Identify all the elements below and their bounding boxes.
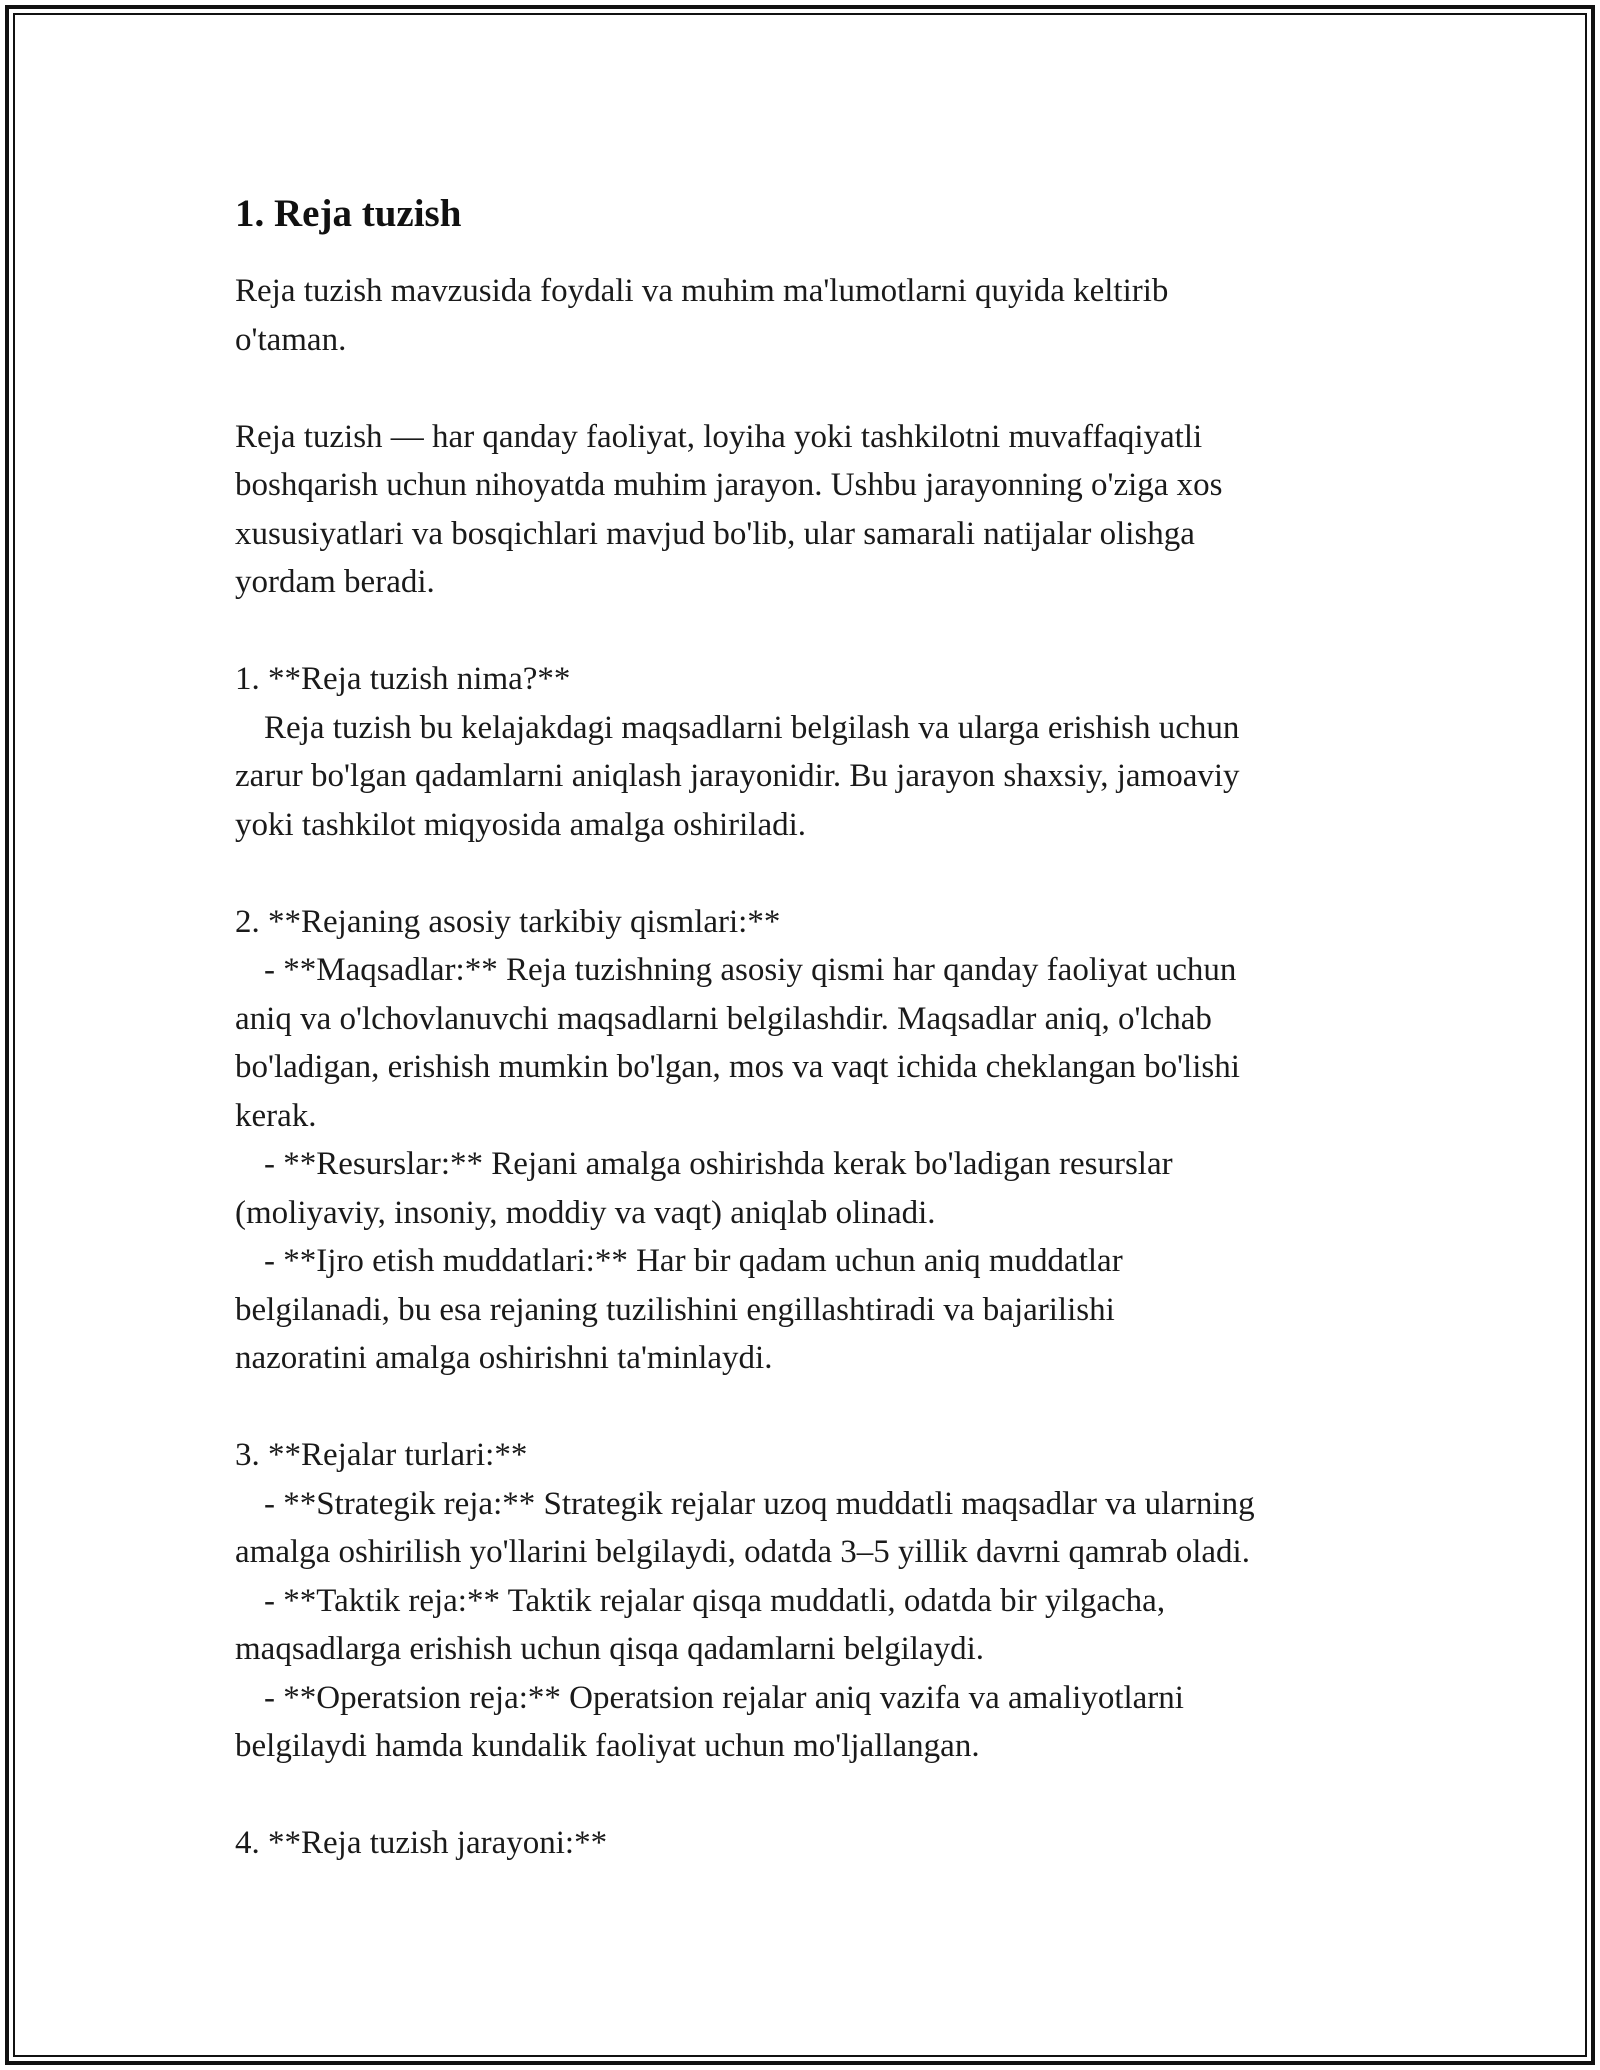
text-line: nazoratini amalga oshirishni ta'minlaydi. xyxy=(235,1340,773,1376)
list-heading: 3. **Rejalar turlari:** xyxy=(235,1437,528,1473)
document-body xyxy=(235,190,1375,1916)
paragraph-section-4 xyxy=(235,1819,1375,1868)
text-line: belgilaydi hamda kundalik faoliyat uchun mo'ljallangan. xyxy=(235,1728,980,1764)
text-line: aniq va o'lchovlanuvchi maqsadlarni belgilashdir. Maqsadlar aniq, o'lchab xyxy=(235,1000,1212,1037)
text-line: maqsadlarga erishish uchun qisqa qadamlarni belgilaydi. xyxy=(235,1631,985,1667)
text-line: Reja tuzish — har qanday faoliyat, loyiha yoki tashkilotni muvaffaqiyatli xyxy=(235,418,1203,455)
list-item xyxy=(235,1674,1375,1723)
list-item-text: - **Operatsion reja:** Operatsion rejalar aniq vazifa va amaliyotlarni xyxy=(264,1679,1184,1716)
list-heading: 2. **Rejaning asosiy tarkibiy qismlari:** xyxy=(235,903,781,940)
text-line: (moliyaviy, insoniy, moddiy va vaqt) aniqlab olinadi. xyxy=(235,1194,936,1231)
list-heading: 1. **Reja tuzish nima?** xyxy=(235,661,571,697)
list-item xyxy=(235,1237,1375,1286)
text-line: kerak. xyxy=(235,1097,317,1134)
document-text xyxy=(235,267,1375,1868)
list-item-text: - **Strategik reja:** Strategik rejalar uzoq muddatli maqsadlar va ularning xyxy=(264,1485,1255,1522)
paragraph-section-2 xyxy=(235,898,1375,1383)
text-line: yordam beradi. xyxy=(235,564,435,600)
list-item xyxy=(235,1480,1375,1529)
paragraph-intro xyxy=(235,267,1375,364)
text-line: belgilanadi, bu esa rejaning tuzilishini engillashtiradi va bajarilishi xyxy=(235,1291,1115,1328)
list-item xyxy=(235,946,1375,995)
list-item-text: - **Resurslar:** Rejani amalga oshirishda kerak bo'ladigan resurslar xyxy=(264,1146,1173,1182)
text-line: amalga oshirilish yo'llarini belgilaydi, odatda 3–5 yillik davrni qamrab oladi. xyxy=(235,1534,1250,1570)
text-line: xususiyatlari va bosqichlari mavjud bo'lib, ular samarali natijalar olishga xyxy=(235,515,1195,552)
paragraph-section-3 xyxy=(235,1431,1375,1771)
text-line xyxy=(235,704,1375,753)
list-item-text: - **Taktik reja:** Taktik rejalar qisqa muddatli, odatda bir yilgacha, xyxy=(264,1582,1166,1619)
text-line: yoki tashkilot miqyosida amalga oshiriladi. xyxy=(235,806,807,843)
text-line: boshqarish uchun nihoyatda muhim jarayon. Ushbu jarayonning o'ziga xos xyxy=(235,467,1223,503)
list-item xyxy=(235,1140,1375,1189)
list-item-text: - **Ijro etish muddatlari:** Har bir qadam uchun aniq muddatlar xyxy=(264,1243,1123,1279)
text-line: zarur bo'lgan qadamlarni aniqlash jarayonidir. Bu jarayon shaxsiy, jamoaviy xyxy=(235,758,1240,794)
text-line: o'taman. xyxy=(235,321,347,358)
text-line: bo'ladigan, erishish mumkin bo'lgan, mos va vaqt ichida cheklangan bo'lishi xyxy=(235,1049,1240,1085)
text-line: Reja tuzish mavzusida foydali va muhim ma'lumotlarni quyida keltirib xyxy=(235,273,1169,309)
list-item xyxy=(235,1577,1375,1626)
paragraph-section-1 xyxy=(235,655,1375,849)
text-line-content: Reja tuzish bu kelajakdagi maqsadlarni belgilash va ularga erishish uchun xyxy=(264,709,1240,746)
section-heading: 1. Reja tuzish xyxy=(235,192,462,235)
list-heading: 4. **Reja tuzish jarayoni:** xyxy=(235,1825,608,1861)
paragraph-definition xyxy=(235,413,1375,607)
list-item-text: - **Maqsadlar:** Reja tuzishning asosiy qismi har qanday faoliyat uchun xyxy=(264,952,1237,988)
